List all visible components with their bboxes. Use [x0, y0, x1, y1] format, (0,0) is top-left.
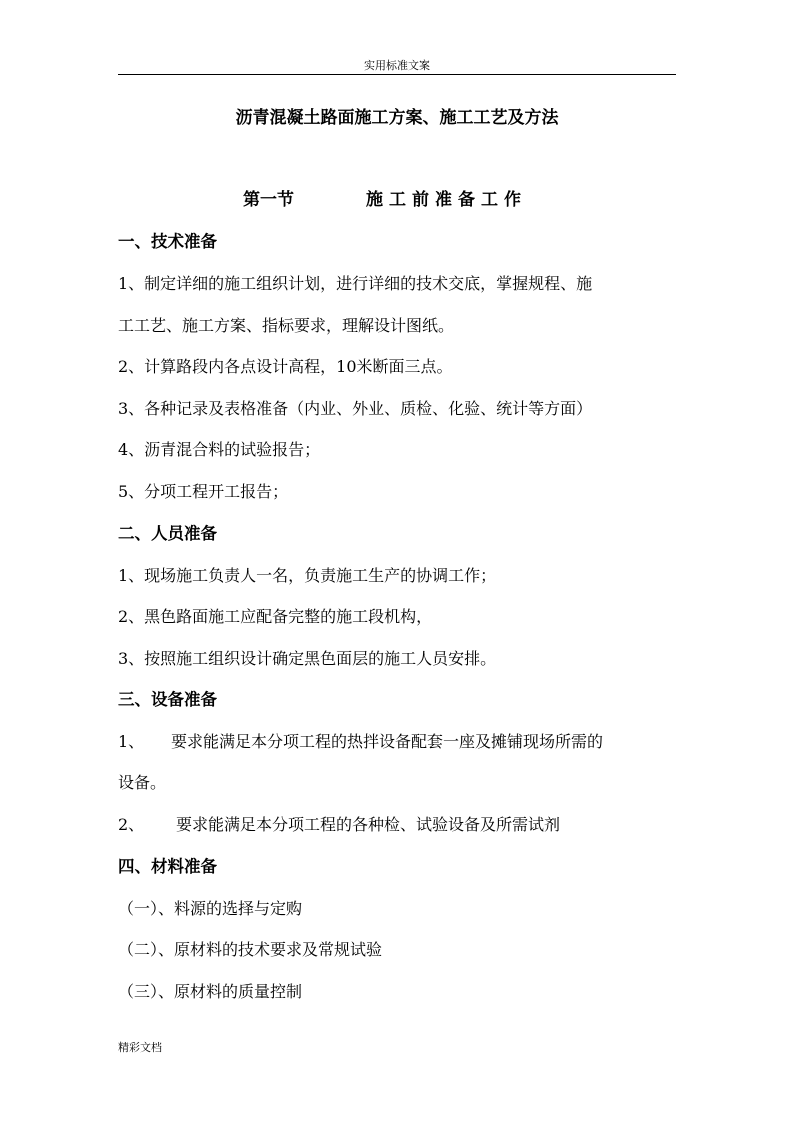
equipment-item-2: [118, 814, 560, 836]
equipment-item-1-continuation: 设备。: [118, 773, 167, 792]
tech-item-2: 2、计算路段内各点设计高程，10米断面三点。: [118, 357, 453, 376]
equipment-item-1-number: 1、: [118, 732, 145, 751]
tech-item-4: 4、沥青混合料的试验报告；: [118, 440, 321, 459]
page-footer: 精彩文档: [118, 1041, 162, 1054]
equipment-item-1: [118, 731, 603, 753]
staff-item-2: 2、黑色路面施工应配备完整的施工段机构，: [118, 607, 433, 626]
staff-prep-heading: 二、人员准备: [118, 524, 217, 543]
equipment-item-2-number: 2、: [118, 815, 145, 834]
material-item-2: （二）、原材料的技术要求及常规试验: [118, 940, 383, 959]
tech-item-5: 5、分项工程开工报告；: [118, 482, 289, 501]
header-divider: [118, 74, 676, 75]
section-number: 第一节: [243, 190, 294, 210]
material-item-3: （三）、原材料的质量控制: [118, 982, 303, 1001]
tech-item-1-line-2: 工工艺、施工方案、指标要求，理解设计图纸。: [118, 316, 455, 335]
page-header: 实用标准文案: [364, 59, 430, 72]
staff-item-3: 3、按照施工组织设计确定黑色面层的施工人员安排。: [118, 649, 497, 668]
document-title: 沥青混凝土路面施工方案、施工工艺及方法: [235, 108, 559, 128]
staff-item-1: 1、现场施工负责人一名，负责施工生产的协调工作；: [118, 566, 497, 585]
material-prep-heading: 四、材料准备: [118, 857, 217, 876]
material-item-1: （一）、料源的选择与定购: [118, 899, 303, 918]
tech-item-3: 3、各种记录及表格准备（内业、外业、质检、化验、统计等方面）: [118, 399, 593, 418]
section-name: 施工前准备工作: [366, 190, 527, 210]
equipment-item-1-text: 要求能满足本分项工程的热拌设备配套一座及摊铺现场所需的: [171, 732, 604, 751]
tech-item-1-line-1: 1、制定详细的施工组织计划，进行详细的技术交底，掌握规程、施: [118, 274, 593, 293]
tech-prep-heading: 一、技术准备: [118, 232, 217, 251]
equipment-item-2-text: 要求能满足本分项工程的各种检、试验设备及所需试剂: [176, 815, 561, 834]
equipment-prep-heading: 三、设备准备: [118, 690, 217, 709]
